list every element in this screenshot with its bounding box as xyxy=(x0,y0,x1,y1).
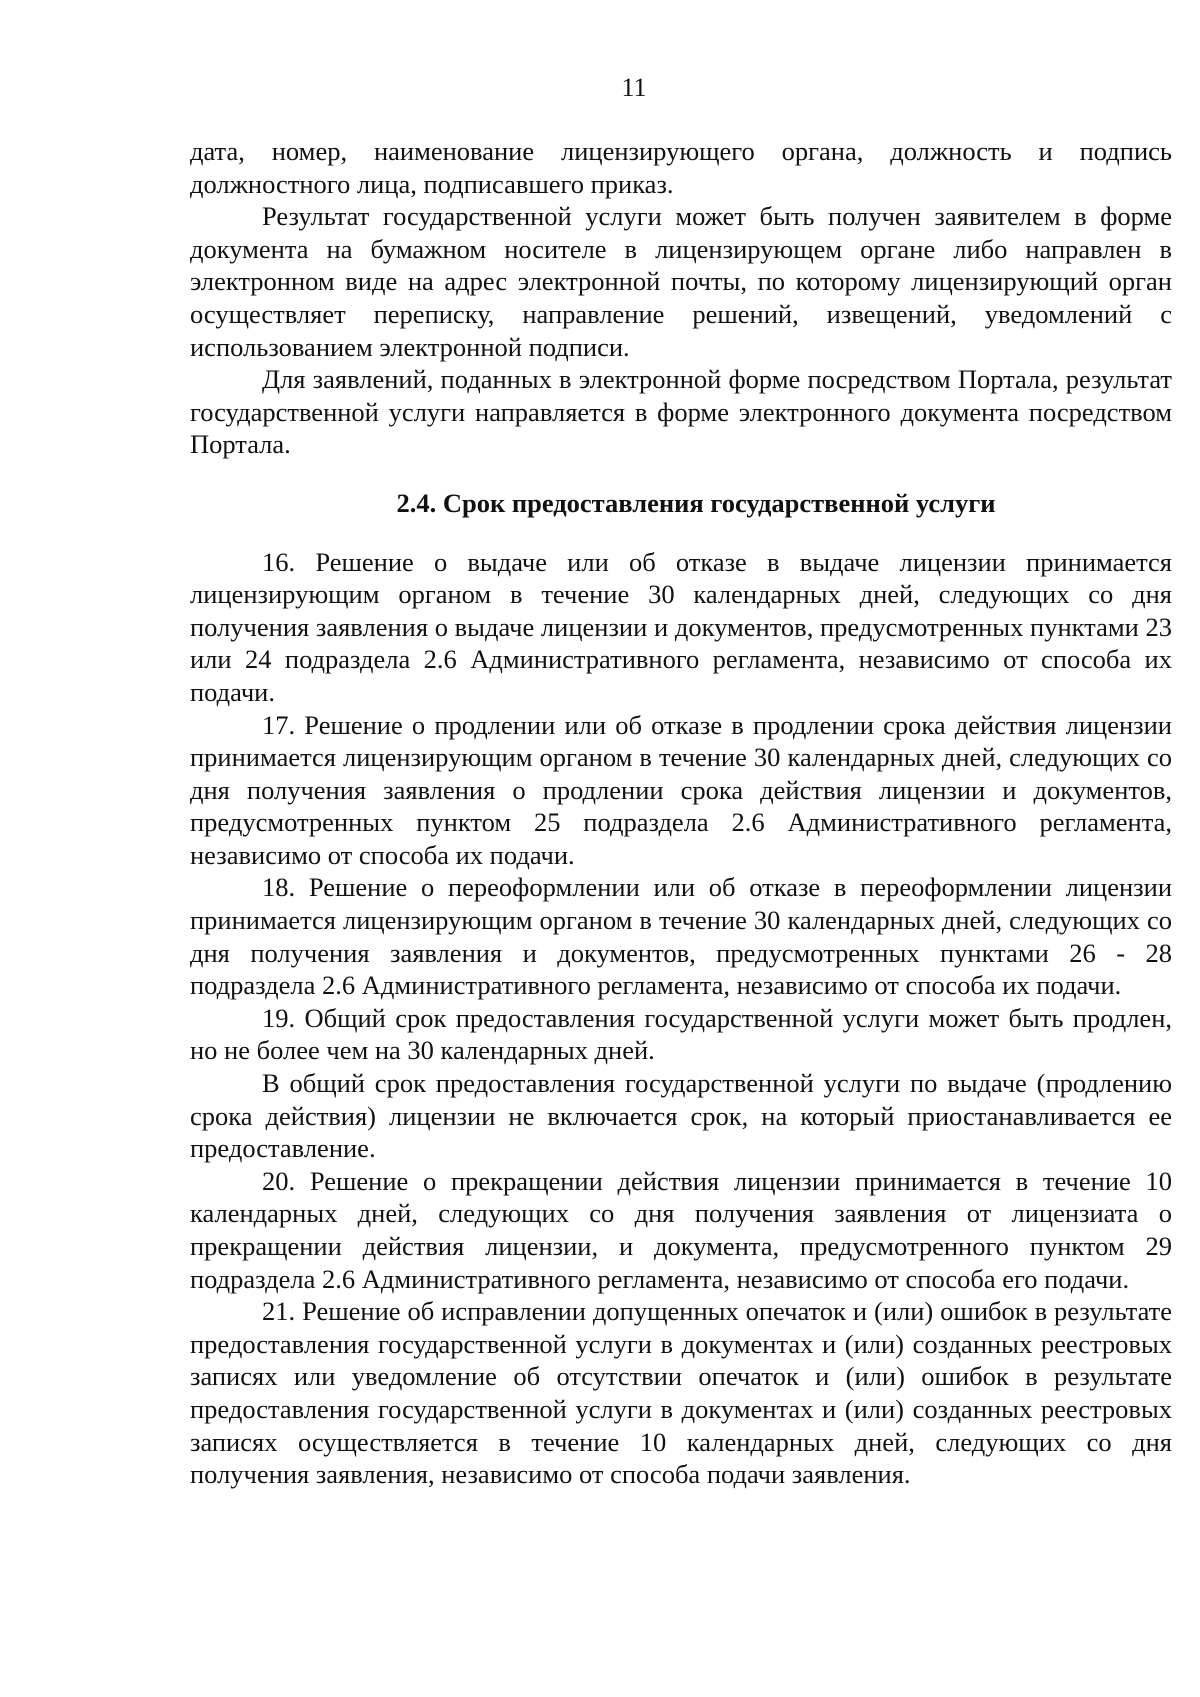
paragraph-19-continuation: В общий срок предоставления государственной услуги по выдаче (продлению срока действия) лицензии не включается срок, на который приостанавливается ее предоставление. xyxy=(190,1068,1172,1164)
paragraph-18: 18. Решение о переоформлении или об отказе в переоформлении лицензии принимается лицензирующим органом в течение 30 календарных дней, следующих со дня получения заявления и документов, предусмотренных пунктами 26 - 28 подраздела 2.6 Административного регламента, независимо от способа их подачи. xyxy=(190,872,1172,1001)
paragraph-17: 17. Решение о продлении или об отказе в продлении срока действия лицензии принимается лицензирующим органом в течение 30 календарных дней, следующих со дня получения заявления о продлении срока действия лицензии и документов, предусмотренных пунктом 25 подраздела 2.6 Административного регламента, независимо от способа их подачи. xyxy=(190,709,1172,870)
paragraph-continuation: дата, номер, наименование лицензирующего органа, должность и подпись должностного лица, подписавшего приказ. xyxy=(190,136,1172,199)
paragraph-21: 21. Решение об исправлении допущенных опечаток и (или) ошибок в результате предоставления государственной услуги в документах и (или) созданных реестровых записях или уведомление об отсутствии опечаток и (или) ошибок в результате предоставления государственной услуги в документах и (или) созданных реестровых записях осуществляется в течение 10 календарных дней, следующих со дня получения заявления, независимо от способа подачи заявления. xyxy=(190,1296,1172,1490)
paragraph-19: 19. Общий срок предоставления государственной услуги может быть продлен, но не более чем на 30 календарных дней. xyxy=(190,1002,1172,1066)
section-heading: 2.4. Срок предоставления государственной услуги xyxy=(396,487,996,518)
page-number: 11 xyxy=(621,73,647,102)
document-body xyxy=(190,135,1172,1491)
paragraph-result-delivery: Результат государственной услуги может быть получен заявителем в форме документа на бумажном носителе в лицензирующем органе либо направлен в электронном виде на адрес электронной почты, по которому лицензирующий орган осуществляет переписку, направление решений, извещений, уведомлений с использованием электронной подписи. xyxy=(190,201,1172,362)
paragraph-portal-applications: Для заявлений, поданных в электронной форме посредством Портала, результат государственной услуги направляется в форме электронного документа посредством Портала. xyxy=(190,364,1172,460)
paragraph-16: 16. Решение о выдаче или об отказе в выдаче лицензии принимается лицензирующим органом в течение 30 календарных дней, следующих со дня получения заявления о выдаче лицензии и документов, предусмотренных пунктами 23 или 24 подраздела 2.6 Административного регламента, независимо от способа их подачи. xyxy=(190,546,1172,707)
paragraph-20: 20. Решение о прекращении действия лицензии принимается в течение 10 календарных дней, следующих со дня получения заявления от лицензиата о прекращении действия лицензии, и документа, предусмотренного пунктом 29 подраздела 2.6 Административного регламента, независимо от способа его подачи. xyxy=(190,1165,1172,1294)
